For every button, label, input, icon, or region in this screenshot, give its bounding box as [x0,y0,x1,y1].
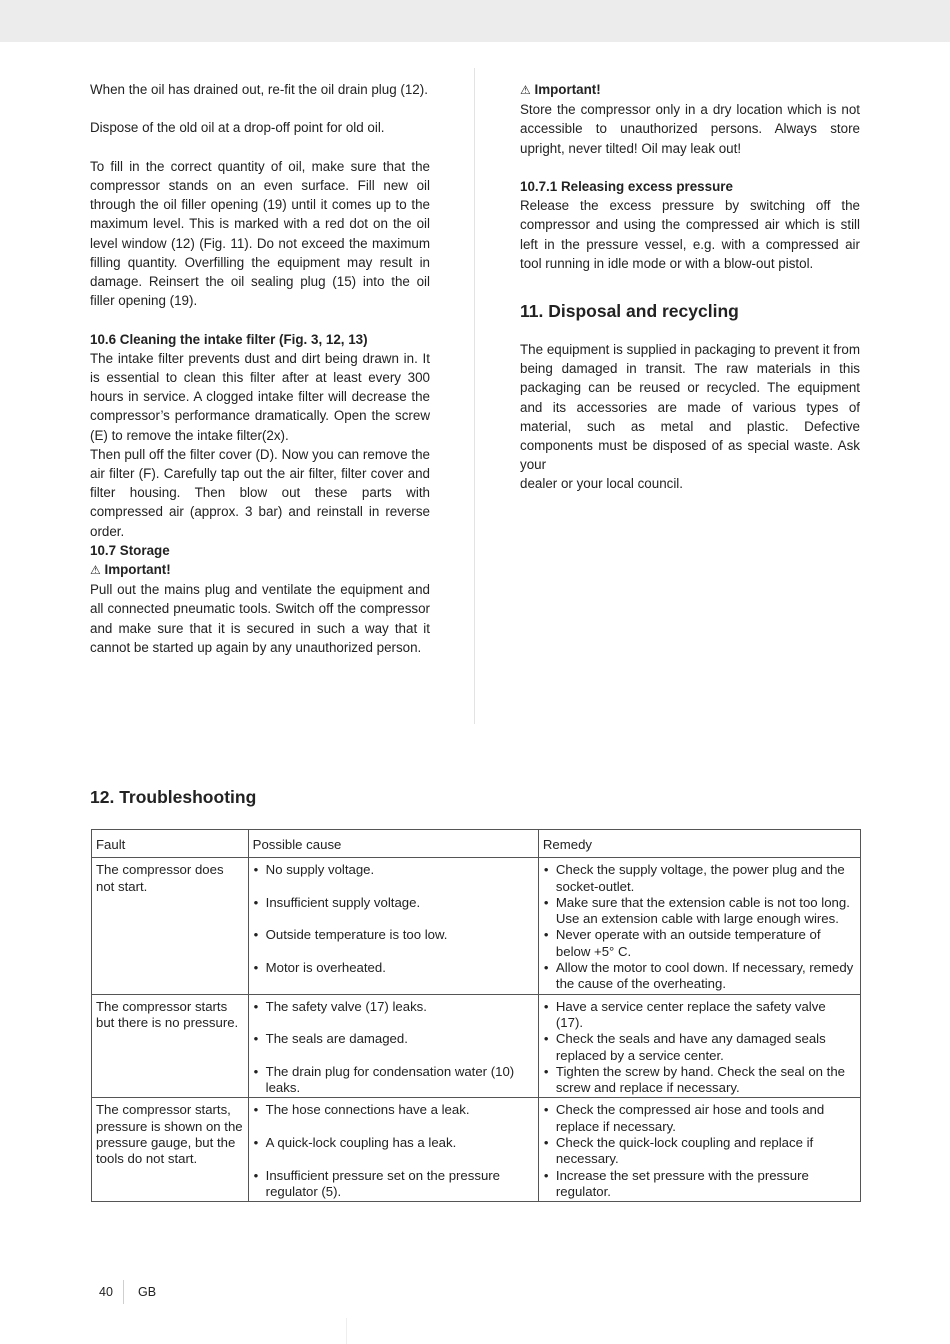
cause-item: • The hose connections have a leak. [253,1102,534,1118]
disposal-paragraph: The equipment is supplied in packaging to prevent it from being damaged in transit. The raw materials in this packaging can be reused or recycled. The equipment and its accessories are made of various types of material, such as metal and plastic. Defective components must be disposed of as special waste. Ask your [520,342,860,473]
heading-11: 11. Disposal and recycling [520,301,739,322]
table-row [92,994,861,1098]
dispose-oil-paragraph: Dispose of the old oil at a drop-off point for old oil. [90,120,385,136]
left-column [90,80,430,657]
important-label-left [90,560,430,580]
intake-filter-paragraph: The intake filter prevents dust and dirt being drawn in. It is essential to clean this filter after at least every 300 hours in service. A clogged intake filter will decrease the compressor’s performance dramatically. Open the screw (E) to remove the intake filter(2x). [90,350,430,443]
storage-paragraph: Pull out the mains plug and ventilate the equipment and all connected pneumatic tools. Switch off the compressor and make sure that it is secured in such a way that it cannot be started up again by any unauthorized person. [90,582,430,655]
cause-item: • A quick-lock coupling has a leak. [253,1135,534,1151]
oil-drain-paragraph: When the oil has drained out, re-fit the oil drain plug (12). [90,82,428,97]
cause-cell [248,858,538,994]
remedy-item: • Make sure that the extension cable is not too long. Use an extension cable with large enough wires. [543,895,856,928]
cause-item: • No supply voltage. [253,862,534,878]
remedy-item: • Never operate with an outside temperature of below +5° C. [543,927,856,960]
table-row [92,1098,861,1202]
bottom-divider [346,1318,347,1344]
cause-item: • The drain plug for condensation water (10) leaks. [253,1064,534,1097]
important-text: Important! [534,82,601,97]
cause-cell [248,1098,538,1202]
disposal-paragraph-end: dealer or your local council. [520,476,684,492]
troubleshooting-table [91,829,861,1202]
store-compressor-paragraph: Store the compressor only in a dry location which is not accessible to unauthorized persons. Always store upright, never tilted! Oil may leak out! [520,102,860,156]
cause-item: • Outside temperature is too low. [253,927,534,943]
top-bar [0,0,950,42]
remedy-item: • Check the supply voltage, the power plug and the socket-outlet. [543,862,856,895]
troubleshooting-title: 12. Troubleshooting [90,787,257,807]
heading-10-7: 10.7 Storage [90,542,170,558]
remedy-cell [538,858,860,994]
table-row [92,858,861,994]
release-pressure-paragraph: Release the excess pressure by switching off the compressor and using the compressed air which is still left in the pressure vessel, e.g. with a compressed air tool running in idle mode or with a blow-out pistol. [520,198,860,271]
important-label-right [520,80,860,100]
heading-10-7-1: 10.7.1 Releasing excess pressure [520,179,733,194]
remedy-item: • Increase the set pressure with the pressure regulator. [543,1168,856,1201]
remedy-cell [538,994,860,1098]
remedy-item: • Allow the motor to cool down. If necessary, remedy the cause of the overheating. [543,960,856,993]
fault-cell: The compressor starts, pressure is shown on the pressure gauge, but the tools do not start. [92,1098,249,1202]
column-divider [474,68,475,724]
language-code: GB [138,1285,157,1299]
right-column [520,80,860,494]
header-fault: Fault [92,830,249,858]
header-cause: Possible cause [248,830,538,858]
remedy-item: • Check the seals and have any damaged seals replaced by a service center. [543,1031,856,1064]
warning-triangle-icon: ⚠ [90,563,101,578]
fault-cell: The compressor starts but there is no pressure. [92,994,249,1098]
cause-cell [248,994,538,1098]
page-number: 40 [99,1285,113,1299]
cause-item: • Insufficient pressure set on the pressure regulator (5). [253,1168,534,1201]
cause-item: • Insufficient supply voltage. [253,895,534,911]
table-header-row [92,830,861,858]
cause-item: • The safety valve (17) leaks. [253,999,534,1015]
important-text: Important! [104,562,171,578]
header-remedy: Remedy [538,830,860,858]
remedy-cell [538,1098,860,1202]
remedy-item: • Check the quick-lock coupling and replace if necessary. [543,1135,856,1168]
cause-item: • Motor is overheated. [253,960,534,976]
heading-10-6: 10.6 Cleaning the intake filter (Fig. 3, 12, 13) [90,331,368,347]
footer-separator [123,1280,124,1304]
remedy-item: • Check the compressed air hose and tools and replace if necessary. [543,1102,856,1135]
filter-cover-paragraph: Then pull off the filter cover (D). Now you can remove the air filter (F). Carefully tap out the air filter, filter cover and filter housing. Then blow out these parts with compressed air (approx. 3 bar) and reinstall in reverse order. [90,446,430,539]
remedy-item: • Tighten the screw by hand. Check the seal on the screw and replace if necessary. [543,1064,856,1097]
fill-oil-paragraph: To fill in the correct quantity of oil, make sure that the compressor stands on an even surface. Fill new oil through the oil filler opening (19) until it comes up to the maximum level. This is marked with a red dot on the oil level window (12) (Fig. 11). Do not exceed the maximum filling quantity. Overfilling the equipment may result in damage. Reinsert the oil sealing plug (15) into the oil filler opening (19). [90,158,430,309]
fault-cell: The compressor does not start. [92,858,249,994]
remedy-item: • Have a service center replace the safety valve (17). [543,999,856,1032]
cause-item: • The seals are damaged. [253,1031,534,1047]
warning-triangle-icon: ⚠ [520,83,531,97]
